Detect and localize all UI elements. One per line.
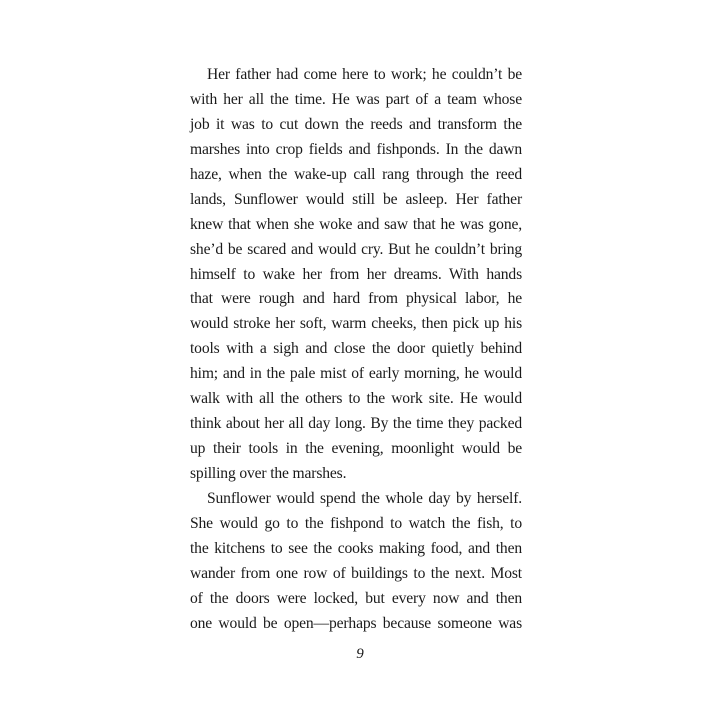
paragraph-1-line-4: marshes into crop fields and fishponds. In the dawn [190, 140, 522, 158]
paragraph-2-line-3: the kitchens to see the cooks making food, and then [190, 539, 522, 557]
paragraph-1-line-17: spilling over the marshes. [190, 465, 347, 482]
body-text [190, 63, 522, 637]
paragraph-1-line-13: him; and in the pale mist of early morning, he would [190, 365, 522, 383]
page-number: 9 [356, 646, 364, 662]
paragraph-1-line-14: walk with all the others to the work site. He would [190, 390, 522, 408]
paragraph-1-line-9: himself to wake her from her dreams. With hands [190, 265, 522, 283]
paragraph-1-line-1: Her father had come here to work; he couldn’t be [207, 66, 522, 83]
paragraph-1-line-5: haze, when the wake-up call rang through the reed [190, 165, 522, 183]
paragraph-1-line-6: lands, Sunflower would still be asleep. Her father [190, 190, 522, 208]
paragraph-1-line-10: that were rough and hard from physical labor, he [190, 290, 522, 308]
paragraph-2-line-4: wander from one row of buildings to the next. Most [190, 564, 522, 582]
paragraph-2-line-2: She would go to the fishpond to watch the fish, to [190, 514, 522, 532]
paragraph-1-line-12: tools with a sigh and close the door quietly behind [190, 340, 522, 358]
paragraph-1-line-2: with her all the time. He was part of a team whose [190, 90, 522, 108]
paragraph-1-line-7: knew that when she woke and saw that he was gone, [190, 215, 522, 233]
paragraph-1-line-8: she’d be scared and would cry. But he couldn’t bring [190, 240, 522, 258]
paragraph-2-line-6: one would be open—perhaps because someone was [190, 614, 522, 632]
paragraph-1-line-11: would stroke her soft, warm cheeks, then pick up his [190, 315, 522, 333]
paragraph-1-line-3: job it was to cut down the reeds and transform the [190, 115, 522, 133]
paragraph-2-line-1: Sunflower would spend the whole day by herself. [207, 489, 522, 507]
paragraph-1-line-16: up their tools in the evening, moonlight would be [190, 440, 522, 458]
paragraph-2-line-5: of the doors were locked, but every now and then [190, 589, 522, 607]
paragraph-1-line-15: think about her all day long. By the time they packed [190, 415, 522, 433]
